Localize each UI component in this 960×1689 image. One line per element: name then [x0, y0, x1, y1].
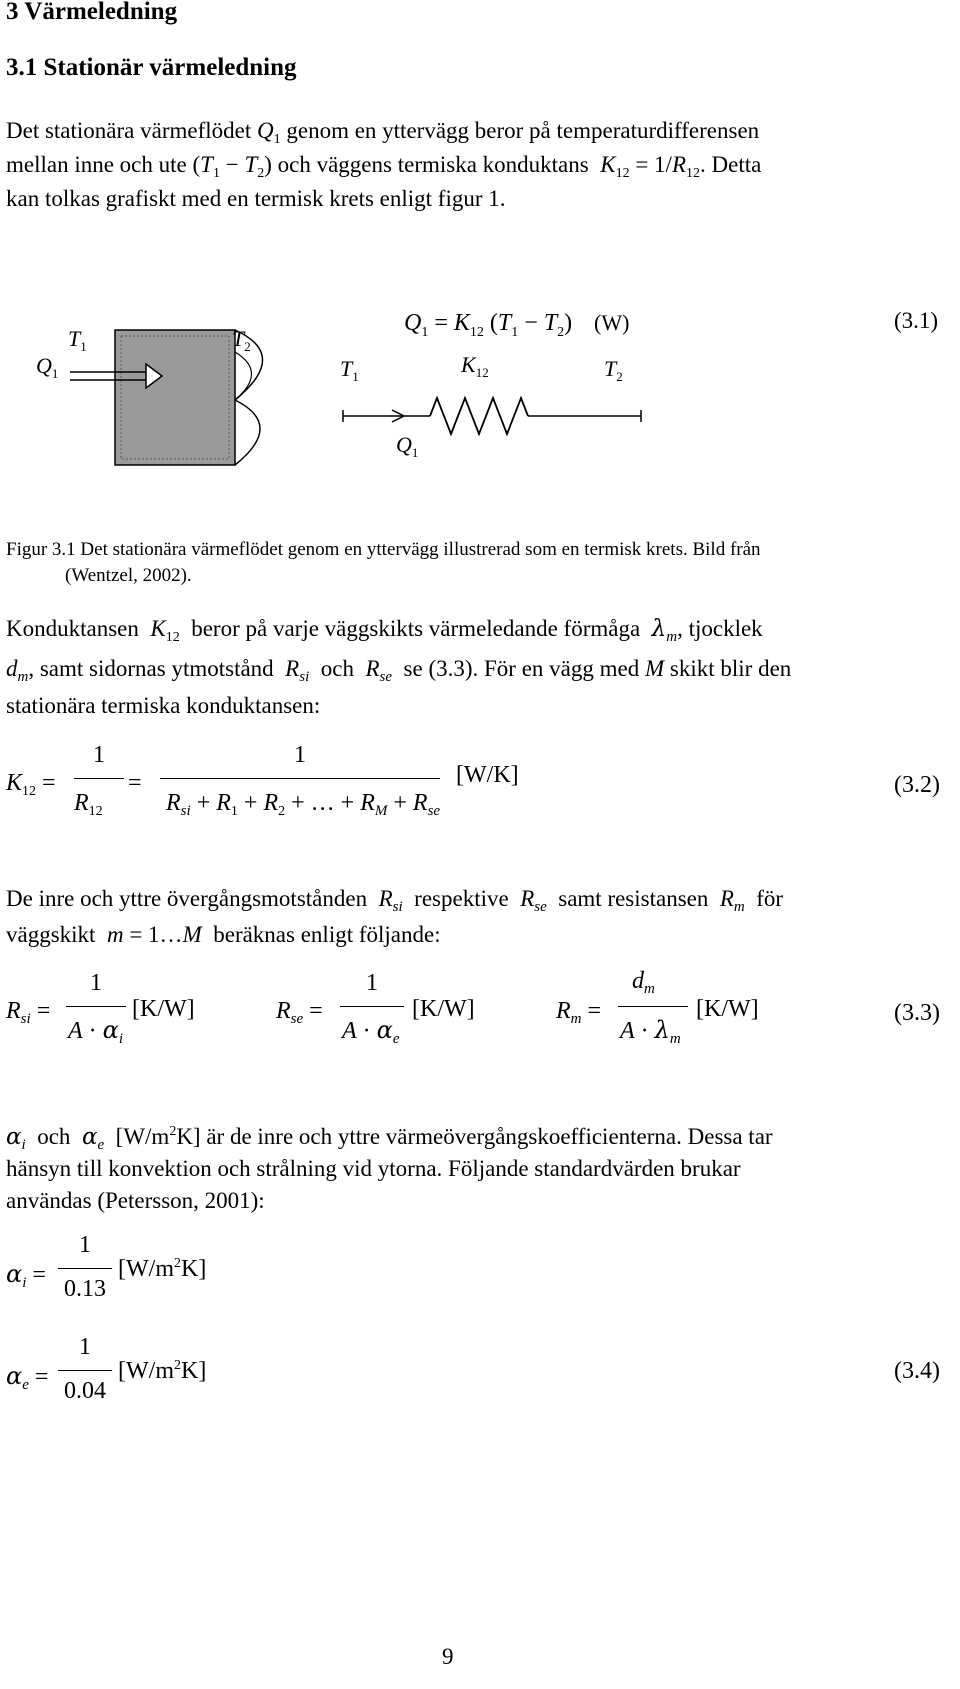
- para3-line2: väggskikt m = 1…M beräknas enligt följande:: [6, 922, 441, 947]
- formula-3-1: $Q_1 = K_{12}$ $(T_1 - T_2)$: [404, 310, 573, 340]
- para2-line3: stationära termiska konduktansen:: [6, 693, 321, 718]
- figure-caption-line1: Figur 3.1 Det stationära värmeflödet genom en yttervägg illustrerad som en termisk krets. Bild från: [6, 539, 761, 560]
- para1-line1: Det stationära värmeflödet $Q_1$ genom en yttervägg beror på temperaturdifferensen: [6, 118, 760, 147]
- para1-line2: mellan inne och ute $(T_1 - T_2)$ och väggens termiska konduktans $K_{12} = 1/R_{12}$. Detta: [6, 152, 762, 181]
- para2-line2: $d_m$, samt sidornas ytmotstånd $R_{si}$ och $R_{se}$ se (3.3). För en vägg med M skikt blir den: [6, 656, 792, 685]
- figure-thermal-circuit: [0, 280, 960, 510]
- res-label-K12: $K_{12}$: [461, 352, 489, 380]
- res-label-T2: $T_2$: [604, 356, 623, 384]
- label-T1: $T_1$: [68, 326, 87, 354]
- label-T2: $T_2$: [232, 326, 251, 354]
- figure-caption-line2: (Wentzel, 2002).: [65, 565, 192, 586]
- resistor-symbol: [430, 398, 528, 434]
- page-number: 9: [442, 1644, 454, 1669]
- eq-number-3-1: (3.1): [894, 308, 939, 333]
- para1-line3: kan tolkas grafiskt med en termisk krets enligt figur 1.: [6, 186, 506, 211]
- para4-line3: användas (Petersson, 2001):: [6, 1188, 265, 1213]
- para3-line1: De inre och yttre övergångsmotstånden $R_{si}$ respektive $R_{se}$ samt resistansen $R_m$ för: [6, 886, 784, 915]
- para4-line2: hänsyn till konvektion och strålning vid ytorna. Följande standardvärden brukar: [6, 1156, 741, 1181]
- wall-block: [115, 330, 235, 465]
- section-heading: 3.1 Stationär värmeledning: [6, 54, 297, 81]
- para2-line1: Konduktansen $K_{12}$ beror på varje väggskikts värmeledande förmåga $\lambda_m$, tjocklek: [6, 616, 763, 645]
- res-label-Q1: $Q_1$: [396, 432, 419, 460]
- res-label-T1: $T_1$: [340, 356, 359, 384]
- label-Q1: $Q_1$: [36, 353, 59, 381]
- formula-unit: (W): [594, 310, 630, 335]
- para4-line1: $\alpha_i$ och $\alpha_e$ $[W/m^2K]$ är de inre och yttre värmeövergångskoefficienterna. Dessa tar: [6, 1124, 773, 1153]
- chapter-heading: 3 Värmeledning: [6, 0, 178, 25]
